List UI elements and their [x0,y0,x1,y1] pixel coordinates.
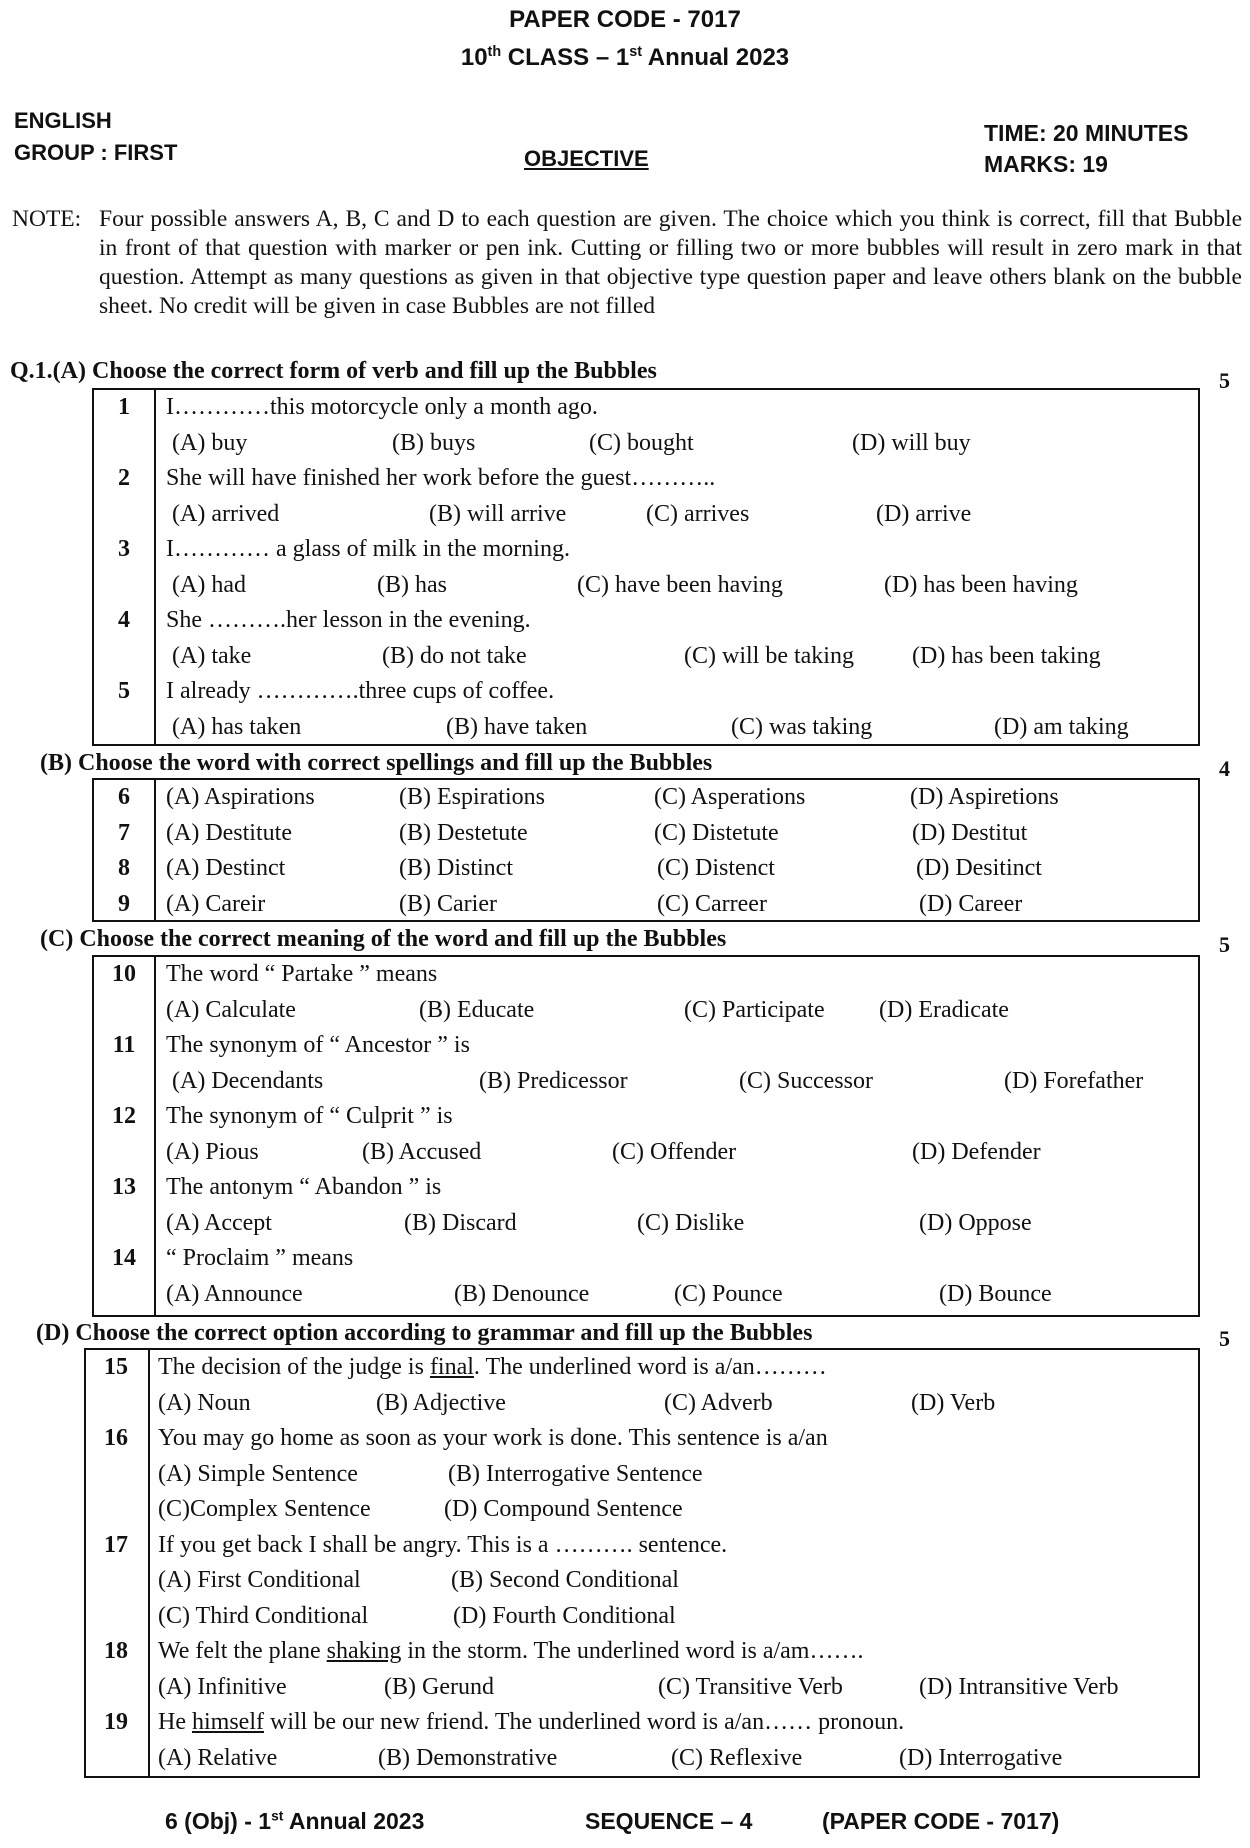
question-text: “ Proclaim ” means [166,1245,354,1271]
footer-left-suffix: Annual 2023 [283,1808,425,1834]
option-c: (C) bought [589,429,694,456]
question-number: 11 [112,1032,136,1058]
option-a: (A) Accept [166,1209,272,1236]
section-c-marks: 5 [1219,932,1230,957]
footer-paper-code: (PAPER CODE - 7017) [822,1808,1060,1834]
section-a-title: Q.1.(A) Choose the correct form of verb and fill up the Bubbles [10,358,657,384]
option-c: (C) Third Conditional [158,1602,369,1629]
underlined-word: final [429,1354,474,1380]
option-c: (C) Dislike [637,1209,745,1236]
class-heading [0,44,1250,72]
option-d: (D) Verb [911,1389,996,1416]
option-b: (B) Discard [404,1209,517,1236]
option-a: (A) Relative [158,1744,278,1771]
question-text [158,1634,863,1670]
class-sup: th [487,44,502,60]
question-text: I………… a glass of milk in the morning. [166,536,570,562]
question-text [158,1705,904,1741]
section-d-title: (D) Choose the correct option according to grammar and fill up the Bubbles [36,1320,813,1346]
options-row [94,710,1198,746]
option-a: (A) Noun [158,1389,251,1416]
option-d: (D) Eradicate [879,996,1009,1023]
underlined-word: shaking [326,1638,402,1664]
options-row [94,497,1198,533]
option-a: (A) Calculate [166,996,296,1023]
question-number: 10 [112,961,136,987]
question-text-part: The decision of the judge is [158,1354,430,1380]
options-row [94,1206,1198,1242]
option-d: (D) Intransitive Verb [919,1673,1119,1700]
question-text-part: He [158,1709,192,1735]
option-c: (C) Carreer [657,890,767,917]
question-row [86,1705,1198,1741]
option-d: (D) has been taking [912,642,1101,669]
question-row [94,1241,1198,1277]
option-b: (B) Second Conditional [451,1567,679,1593]
question-text-part: will be our new friend. The underlined word is a/an…… pronoun. [263,1709,905,1735]
question-number: 14 [112,1245,136,1271]
option-a: (A) Destinct [166,855,286,881]
class-prefix: 10 [460,44,488,71]
option-a: (A) take [172,642,252,669]
option-d: (D) Desitinct [916,855,1042,881]
option-d: (D) am taking [994,713,1129,740]
question-number: 8 [118,855,130,881]
question-row [94,674,1198,710]
option-a: (A) Infinitive [158,1673,287,1700]
options-row [86,1599,1198,1635]
option-c: (C) Distenct [657,855,775,881]
option-d: (D) Defender [912,1138,1041,1165]
question-number: 12 [112,1103,136,1129]
option-c: (C) will be taking [684,642,854,669]
section-d-box [84,1348,1200,1778]
subject-label: ENGLISH [14,108,112,133]
option-d: (D) Oppose [919,1209,1032,1236]
question-number: 5 [118,678,130,704]
question-number: 15 [104,1354,128,1380]
section-b-marks: 4 [1219,756,1230,781]
question-number: 9 [118,890,130,917]
question-text: You may go home as soon as your work is done. This sentence is a/an [158,1425,828,1451]
option-c: (C) arrives [646,500,750,527]
option-d: (D) Aspiretions [910,784,1059,810]
option-b: (B) Destetute [399,819,528,846]
option-c: (C) Transitive Verb [658,1673,843,1700]
question-text-part: in the storm. The underlined word is a/am……. [401,1638,864,1664]
option-d: (D) Fourth Conditional [453,1602,676,1629]
question-number: 2 [118,465,130,491]
option-d: (D) Forefather [1004,1067,1144,1094]
question-number: 4 [118,607,130,633]
question-row [94,1028,1198,1064]
option-a: (A) has taken [172,713,302,740]
option-c: (C) Asperations [654,784,806,810]
option-c: (C) have been having [577,571,783,598]
option-b: (B) Denounce [454,1280,590,1307]
option-b: (B) Adjective [376,1389,506,1416]
option-b: (B) Espirations [399,784,545,810]
option-b: (B) Predicessor [479,1067,628,1094]
option-c: (C) Participate [684,996,825,1023]
option-b: (B) Distinct [399,855,513,881]
instructions-note [12,205,1242,321]
note-label: NOTE: [12,206,82,232]
question-number: 18 [104,1638,128,1664]
section-b-title: (B) Choose the word with correct spellings and fill up the Bubbles [40,750,713,776]
time-label: TIME: 20 MINUTES [984,120,1189,146]
paper-code-heading: PAPER CODE - 7017 [509,6,741,33]
option-b: (B) have taken [446,713,588,740]
option-b: (B) has [377,571,447,598]
section-a-box [92,388,1200,746]
option-a: (A) had [172,571,246,598]
options-row [94,568,1198,604]
spelling-row [94,887,1198,923]
paper-type-label: OBJECTIVE [524,146,649,171]
footer-left-sup: st [271,1808,284,1824]
options-row [86,1670,1198,1706]
question-row [86,1634,1198,1670]
options-row [86,1457,1198,1493]
option-d: (D) Destitut [912,819,1028,846]
option-a: (A) Careir [166,890,266,917]
spelling-row [94,851,1198,887]
option-a: (A) First Conditional [158,1567,361,1593]
option-b: (B) Carier [399,890,497,917]
option-d: (D) Compound Sentence [444,1496,683,1522]
option-d: (D) will buy [852,429,971,456]
question-row [94,390,1198,426]
question-text: The synonym of “ Culprit ” is [166,1103,453,1129]
options-row [86,1492,1198,1528]
options-row [86,1386,1198,1422]
question-text: I…………this motorcycle only a month ago. [166,394,598,420]
question-number: 19 [104,1709,128,1735]
section-d-marks: 5 [1219,1326,1230,1351]
option-a: (A) Pious [166,1138,259,1165]
option-b: (B) Interrogative Sentence [448,1460,703,1487]
option-a: (A) Aspirations [166,784,315,810]
question-row [94,957,1198,993]
question-text: She ……….her lesson in the evening. [166,607,531,633]
question-text: If you get back I shall be angry. This is a ………. sentence. [158,1531,728,1558]
question-text: She will have finished her work before the guest……….. [166,465,716,491]
question-row [94,1099,1198,1135]
section-c-title: (C) Choose the correct meaning of the word and fill up the Bubbles [40,926,727,952]
option-a: (A) Decendants [172,1067,324,1094]
option-a: (A) Announce [166,1280,303,1307]
question-row [94,1170,1198,1206]
note-text: Four possible answers A, B, C and D to each question are given. The choice which you think is correct, fill that Bubble in front of that question with marker or pen ink. Cutting or filling two or more bubbles will result in zero mark in that question. Attempt as many questions as given in that objective type question paper and leave others blank on the bubble sheet. No credit will be given in case Bubbles are not filled [99,206,1242,319]
options-row [94,1064,1198,1100]
option-b: (B) Accused [362,1138,482,1165]
section-b-box [92,778,1200,922]
class-suffix: Annual 2023 [641,44,790,71]
question-row [86,1528,1198,1564]
question-row [86,1350,1198,1386]
option-c: (C)Complex Sentence [158,1496,371,1522]
question-number: 7 [118,819,130,846]
options-row [94,426,1198,462]
option-a: (A) Destitute [166,819,292,846]
class-mid: CLASS – 1 [501,44,630,71]
question-text: The synonym of “ Ancestor ” is [166,1032,470,1058]
option-d: (D) Interrogative [899,1744,1063,1771]
question-text: The antonym “ Abandon ” is [166,1174,442,1200]
question-number: 13 [112,1174,136,1200]
question-number: 17 [104,1531,128,1558]
options-row [86,1741,1198,1777]
footer-left-prefix: 6 (Obj) - 1 [165,1808,272,1834]
option-b: (B) Demonstrative [378,1744,558,1771]
option-d: (D) Career [919,890,1023,917]
option-a: (A) Simple Sentence [158,1460,358,1487]
option-c: (C) was taking [731,713,873,740]
option-b: (B) buys [392,429,476,456]
option-b: (B) Educate [419,996,535,1023]
option-b: (B) Gerund [384,1673,494,1700]
question-row [94,603,1198,639]
options-row [94,639,1198,675]
options-row [94,1277,1198,1313]
option-c: (C) Reflexive [671,1744,803,1771]
question-row [94,461,1198,497]
section-a-marks: 5 [1219,368,1230,393]
options-row [86,1563,1198,1599]
question-text [158,1350,827,1386]
question-number: 1 [118,394,130,420]
question-number: 16 [104,1425,128,1451]
options-row [94,1135,1198,1171]
question-row [94,532,1198,568]
footer-sequence: SEQUENCE – 4 [585,1808,753,1834]
option-a: (A) buy [172,429,248,456]
option-d: (D) arrive [876,500,972,527]
spelling-row [94,780,1198,816]
section-c-box [92,955,1200,1317]
group-label: GROUP : FIRST [14,140,178,165]
question-text-part: We felt the plane [158,1638,327,1664]
question-text: The word “ Partake ” means [166,961,438,987]
question-number: 6 [118,784,130,810]
option-c: (C) Adverb [664,1389,773,1416]
footer-left [165,1808,424,1835]
options-row [94,993,1198,1029]
option-c: (C) Successor [739,1067,873,1094]
option-b: (B) do not take [382,642,527,669]
option-c: (C) Distetute [654,819,779,846]
marks-label: MARKS: 19 [984,151,1108,177]
question-text-part: . The underlined word is a/an……… [473,1354,827,1380]
question-number: 3 [118,536,130,562]
underlined-word: himself [191,1709,264,1735]
option-d: (D) has been having [884,571,1078,598]
option-d: (D) Bounce [939,1280,1052,1307]
class-sup2: st [629,44,642,60]
option-c: (C) Pounce [674,1280,783,1307]
option-c: (C) Offender [612,1138,737,1165]
question-text: I already ………….three cups of coffee. [166,678,555,704]
option-a: (A) arrived [172,500,280,527]
spelling-row [94,816,1198,852]
question-row [86,1421,1198,1457]
option-b: (B) will arrive [429,500,567,527]
